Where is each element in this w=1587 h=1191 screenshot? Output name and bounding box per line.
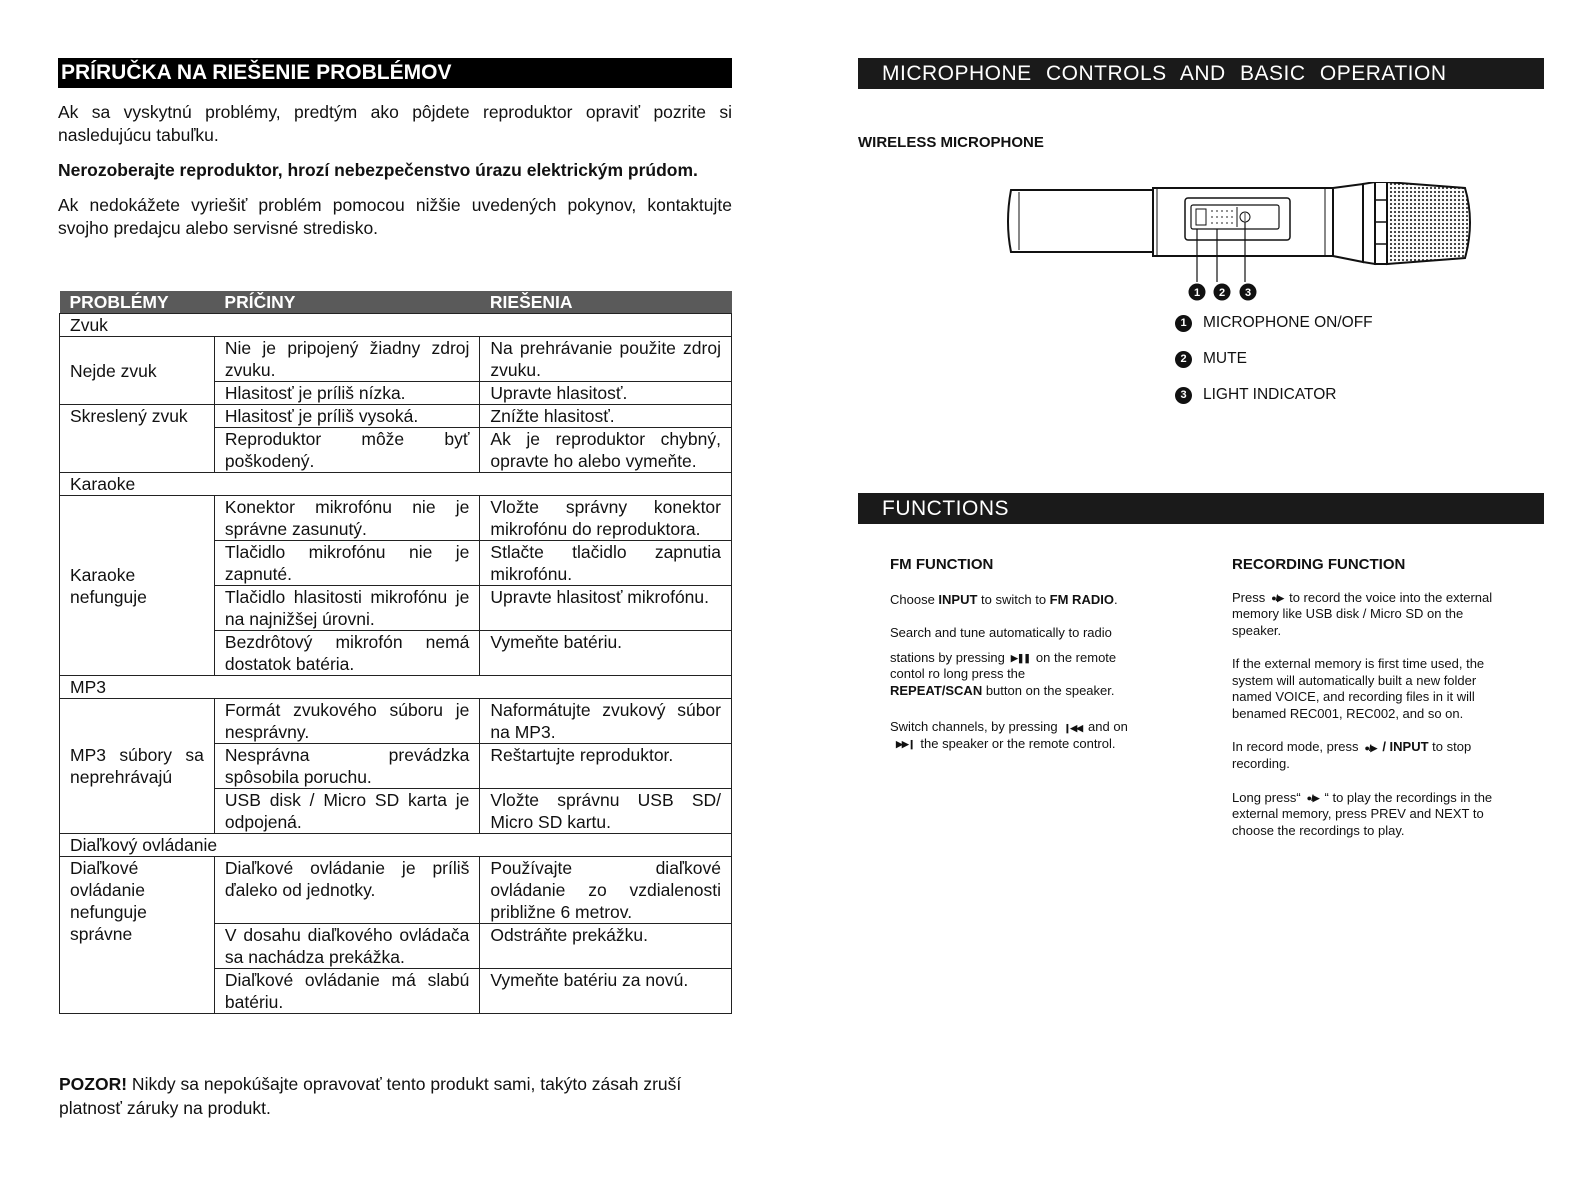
text: In record mode, press	[1232, 739, 1359, 755]
table-row	[60, 857, 732, 924]
legend-label: MICROPHONE ON/OFF	[1203, 314, 1373, 331]
header-solutions: RIEŠENIA	[480, 291, 732, 314]
next-icon: ▶▶❙	[896, 739, 915, 750]
cause-cell: Nie je pripojený žiadny zdroj zvuku.	[214, 337, 480, 382]
recording-paragraph	[1232, 790, 1507, 840]
solution-cell: Vložte správny konektor mikrofónu do reproduktora.	[480, 496, 732, 541]
warning-paragraph	[59, 1072, 732, 1120]
play-pause-icon: ▶❚❚	[1010, 652, 1030, 663]
text: button on the speaker.	[982, 682, 1115, 698]
cause-cell: Hlasitosť je príliš nízka.	[214, 382, 480, 405]
recording-paragraph: If the external memory is first time used, the system will automatically built a new folder named VOICE, and recording files in it will benamed REC001, REC002, and so on.	[1232, 656, 1485, 721]
solution-cell: Vymeňte batériu.	[480, 631, 732, 676]
category-row	[60, 676, 732, 699]
solution-cell: Odstráňte prekážku.	[480, 924, 732, 969]
table-row	[60, 405, 732, 428]
category-row	[60, 314, 732, 337]
solution-cell: Stlačte tlačidlo zapnutia mikrofónu.	[480, 541, 732, 586]
category-karaoke: Karaoke	[60, 473, 732, 496]
input-keyword: / INPUT	[1382, 739, 1429, 755]
fm-paragraph	[890, 719, 1150, 753]
section-header-controls: MICROPHONE CONTROLS AND BASIC OPERATION	[858, 58, 1544, 89]
repeat-scan-keyword: REPEAT/SCAN	[890, 682, 983, 698]
solution-cell: Reštartujte reproduktor.	[480, 744, 732, 789]
category-mp3: MP3	[60, 676, 732, 699]
cause-cell: USB disk / Micro SD karta je odpojená.	[214, 789, 480, 834]
table-row	[60, 337, 732, 382]
record-play-icon: ●/▶	[1306, 792, 1319, 803]
cause-cell: Bezdrôtový mikrofón nemá dostatok batéria.	[214, 631, 480, 676]
text: “ to play the recordings in the external memory, press PREV and NEXT to choose the recordings to play.	[1232, 789, 1493, 838]
input-keyword: INPUT	[938, 591, 978, 607]
record-play-icon: ●/▶	[1364, 742, 1377, 753]
category-zvuk: Zvuk	[60, 314, 732, 337]
cause-cell: Tlačidlo mikrofónu nie je zapnuté.	[214, 541, 480, 586]
text: to record the voice into the external memory like USB disk / Micro SD on the speaker.	[1232, 589, 1493, 638]
text: to switch to	[977, 591, 1050, 607]
danger-paragraph: Nerozoberajte reproduktor, hrozí nebezpečenstvo úrazu elektrickým prúdom.	[58, 160, 698, 180]
cause-cell: Hlasitosť je príliš vysoká.	[214, 405, 480, 428]
category-row	[60, 834, 732, 857]
solution-cell: Na prehrávanie použite zdroj zvuku.	[480, 337, 732, 382]
fm-paragraph	[890, 650, 1150, 700]
solution-cell: Znížte hlasitosť.	[480, 405, 732, 428]
section-header-functions: FUNCTIONS	[858, 493, 1544, 524]
problem-cell: Nejde zvuk	[60, 337, 215, 405]
cause-cell: Diaľkové ovládanie má slabú batériu.	[214, 969, 480, 1014]
solution-cell: Upravte hlasitosť.	[480, 382, 732, 405]
callout-1: 1	[1193, 287, 1201, 299]
legend-label: LIGHT INDICATOR	[1203, 386, 1337, 403]
troubleshooting-table	[59, 291, 732, 1014]
text: .	[1113, 591, 1118, 607]
text: Switch channels, by pressing	[890, 719, 1058, 735]
legend-number: 3	[1175, 387, 1192, 404]
table-row	[60, 699, 732, 744]
text: on the remote contol ro long press the	[890, 649, 1117, 682]
legend-item	[1175, 386, 1337, 404]
text: Press	[1232, 589, 1266, 605]
text: and on	[1088, 719, 1128, 735]
cause-cell: Diaľkové ovládanie je príliš ďaleko od jednotky.	[214, 857, 480, 924]
problem-cell: Skreslený zvuk	[60, 405, 215, 473]
table-header-row	[60, 291, 732, 314]
left-page	[58, 58, 732, 240]
text: the speaker or the remote control.	[920, 736, 1116, 752]
table-row	[60, 496, 732, 541]
text: to stop recording.	[1232, 739, 1472, 772]
header-causes: PRÍČINY	[214, 291, 480, 314]
recording-paragraph	[1232, 590, 1507, 640]
microphone-illustration	[1005, 182, 1480, 312]
page-title: PRÍRUČKA NA RIEŠENIE PROBLÉMOV	[58, 58, 732, 88]
fm-radio-keyword: FM RADIO	[1049, 591, 1114, 607]
record-play-icon: ●/▶	[1271, 592, 1284, 603]
problem-cell: Diaľkové ovládanie nefunguje správne	[60, 857, 215, 1014]
solution-cell: Vymeňte batériu za novú.	[480, 969, 732, 1014]
problem-cell: Karaoke nefunguje	[60, 496, 215, 676]
cause-cell: Formát zvukového súboru je nesprávny.	[214, 699, 480, 744]
warning-text: Nikdy sa nepokúšajte opravovať tento produkt sami, takýto zásah zruší platnosť záruky na produkt.	[59, 1074, 682, 1118]
previous-icon: ❙◀◀	[1063, 722, 1083, 733]
text: Choose	[890, 591, 939, 607]
cause-cell: Nesprávna prevádzka spôsobila poruchu.	[214, 744, 480, 789]
legend-label: MUTE	[1203, 350, 1247, 367]
solution-cell: Vložte správnu USB SD/ Micro SD kartu.	[480, 789, 732, 834]
fm-paragraph: Search and tune automatically to radio	[890, 625, 1112, 640]
text: Long press“	[1232, 789, 1301, 805]
solution-cell: Naformátujte zvukový súbor na MP3.	[480, 699, 732, 744]
recording-paragraph	[1232, 739, 1507, 772]
solution-cell: Používajte diaľkové ovládanie zo vzdialenosti približne 6 metrov.	[480, 857, 732, 924]
callout-3: 3	[1244, 287, 1252, 299]
warning-label: POZOR!	[59, 1074, 128, 1094]
recording-function-column	[1232, 557, 1507, 856]
header-problems: PROBLÉMY	[60, 291, 215, 314]
callout-2: 2	[1218, 287, 1226, 299]
legend-item	[1175, 314, 1373, 332]
legend-item	[1175, 350, 1247, 368]
fm-title: FM FUNCTION	[890, 556, 994, 573]
solution-cell: Ak je reproduktor chybný, opravte ho alebo vymeňte.	[480, 428, 732, 473]
legend-number: 1	[1175, 315, 1192, 332]
category-remote: Diaľkový ovládanie	[60, 834, 732, 857]
cause-cell: Konektor mikrofónu nie je správne zasunutý.	[214, 496, 480, 541]
solution-cell: Upravte hlasitosť mikrofónu.	[480, 586, 732, 631]
cause-cell: V dosahu diaľkového ovládača sa nachádza prekážka.	[214, 924, 480, 969]
wireless-mic-title: WIRELESS MICROPHONE	[858, 134, 1044, 151]
recording-title: RECORDING FUNCTION	[1232, 556, 1406, 573]
cause-cell: Reproduktor môže byť poškodený.	[214, 428, 480, 473]
category-row	[60, 473, 732, 496]
cause-cell: Tlačidlo hlasitosti mikrofónu je na najnižšej úrovni.	[214, 586, 480, 631]
intro-paragraph: Ak sa vyskytnú problémy, predtým ako pôjdete reproduktor opraviť pozrite si nasledujúcu tabuľku.	[58, 102, 732, 145]
fm-paragraph	[890, 592, 1150, 609]
legend-number: 2	[1175, 351, 1192, 368]
contact-paragraph: Ak nedokážete vyriešiť problém pomocou nižšie uvedených pokynov, kontaktujte svojho predajcu alebo servisné stredisko.	[58, 195, 732, 238]
problem-cell: MP3 súbory sa neprehrávajú	[60, 699, 215, 834]
text: stations by pressing	[890, 649, 1005, 665]
fm-function-column	[890, 557, 1150, 770]
